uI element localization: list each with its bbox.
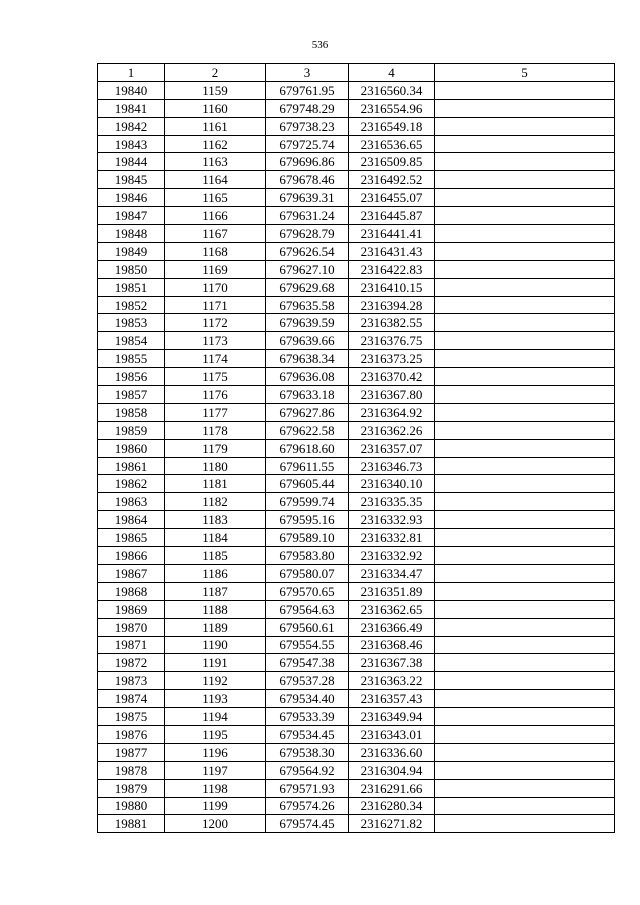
table-cell-col-2: 1175 xyxy=(165,368,266,386)
table-row xyxy=(98,761,615,779)
table-cell-col-2: 1182 xyxy=(165,493,266,511)
table-cell-col-5 xyxy=(435,725,615,743)
table-row xyxy=(98,242,615,260)
table-cell-col-1: 19876 xyxy=(98,725,165,743)
table-row xyxy=(98,582,615,600)
table-cell-col-3: 679605.44 xyxy=(266,475,349,493)
table-cell-col-2: 1186 xyxy=(165,564,266,582)
table-cell-col-4: 2316422.83 xyxy=(349,260,435,278)
table-cell-col-3: 679627.86 xyxy=(266,403,349,421)
table-cell-col-1: 19868 xyxy=(98,582,165,600)
table-cell-col-4: 2316536.65 xyxy=(349,135,435,153)
table-cell-col-1: 19869 xyxy=(98,600,165,618)
table-cell-col-2: 1165 xyxy=(165,189,266,207)
table-cell-col-4: 2316280.34 xyxy=(349,797,435,815)
table-cell-col-4: 2316343.01 xyxy=(349,725,435,743)
table-cell-col-2: 1180 xyxy=(165,457,266,475)
table-cell-col-5 xyxy=(435,600,615,618)
table-cell-col-1: 19840 xyxy=(98,81,165,99)
table-cell-col-4: 2316367.80 xyxy=(349,386,435,404)
table-cell-col-3: 679547.38 xyxy=(266,654,349,672)
table-row xyxy=(98,225,615,243)
table-cell-col-5 xyxy=(435,260,615,278)
table-row xyxy=(98,600,615,618)
table-cell-col-2: 1195 xyxy=(165,725,266,743)
table-cell-col-2: 1184 xyxy=(165,529,266,547)
table-cell-col-3: 679537.28 xyxy=(266,672,349,690)
table-cell-col-1: 19872 xyxy=(98,654,165,672)
table-cell-col-5 xyxy=(435,386,615,404)
table-cell-col-4: 2316455.07 xyxy=(349,189,435,207)
table-cell-col-4: 2316336.60 xyxy=(349,743,435,761)
table-row xyxy=(98,386,615,404)
table-cell-col-1: 19859 xyxy=(98,421,165,439)
table-cell-col-1: 19865 xyxy=(98,529,165,547)
table-cell-col-2: 1189 xyxy=(165,618,266,636)
table-cell-col-5 xyxy=(435,797,615,815)
table-cell-col-1: 19878 xyxy=(98,761,165,779)
table-row xyxy=(98,207,615,225)
table-cell-col-5 xyxy=(435,708,615,726)
table-cell-col-3: 679589.10 xyxy=(266,529,349,547)
table-cell-col-3: 679611.55 xyxy=(266,457,349,475)
table-cell-col-2: 1193 xyxy=(165,690,266,708)
table-row xyxy=(98,779,615,797)
table-row xyxy=(98,81,615,99)
table-cell-col-4: 2316351.89 xyxy=(349,582,435,600)
table-cell-col-5 xyxy=(435,618,615,636)
table-cell-col-1: 19850 xyxy=(98,260,165,278)
table-cell-col-1: 19842 xyxy=(98,117,165,135)
table-cell-col-3: 679639.31 xyxy=(266,189,349,207)
table-row xyxy=(98,314,615,332)
table-cell-col-4: 2316382.55 xyxy=(349,314,435,332)
table-cell-col-4: 2316441.41 xyxy=(349,225,435,243)
table-cell-col-5 xyxy=(435,135,615,153)
table-cell-col-4: 2316366.49 xyxy=(349,618,435,636)
table-cell-col-3: 679626.54 xyxy=(266,242,349,260)
table-cell-col-1: 19853 xyxy=(98,314,165,332)
table-cell-col-2: 1192 xyxy=(165,672,266,690)
table-cell-col-3: 679538.30 xyxy=(266,743,349,761)
table-cell-col-3: 679534.40 xyxy=(266,690,349,708)
table-cell-col-5 xyxy=(435,636,615,654)
table-cell-col-3: 679560.61 xyxy=(266,618,349,636)
table-cell-col-2: 1159 xyxy=(165,81,266,99)
table-cell-col-5 xyxy=(435,225,615,243)
table-cell-col-4: 2316370.42 xyxy=(349,368,435,386)
table-cell-col-5 xyxy=(435,654,615,672)
table-row xyxy=(98,457,615,475)
table-cell-col-4: 2316362.65 xyxy=(349,600,435,618)
table-cell-col-1: 19841 xyxy=(98,99,165,117)
table-cell-col-4: 2316304.94 xyxy=(349,761,435,779)
table-row xyxy=(98,511,615,529)
table-cell-col-4: 2316431.43 xyxy=(349,242,435,260)
table-cell-col-5 xyxy=(435,242,615,260)
table-cell-col-2: 1163 xyxy=(165,153,266,171)
table-row xyxy=(98,636,615,654)
table-cell-col-5 xyxy=(435,81,615,99)
table-cell-col-2: 1188 xyxy=(165,600,266,618)
table-cell-col-3: 679631.24 xyxy=(266,207,349,225)
table-cell-col-3: 679580.07 xyxy=(266,564,349,582)
coordinates-table xyxy=(97,63,615,833)
table-cell-col-4: 2316445.87 xyxy=(349,207,435,225)
table-row xyxy=(98,547,615,565)
table-cell-col-2: 1172 xyxy=(165,314,266,332)
table-cell-col-4: 2316357.43 xyxy=(349,690,435,708)
table-cell-col-2: 1170 xyxy=(165,278,266,296)
table-cell-col-4: 2316509.85 xyxy=(349,153,435,171)
table-cell-col-5 xyxy=(435,457,615,475)
table-cell-col-4: 2316335.35 xyxy=(349,493,435,511)
table-row xyxy=(98,296,615,314)
table-cell-col-2: 1200 xyxy=(165,815,266,833)
table-cell-col-4: 2316334.47 xyxy=(349,564,435,582)
table-cell-col-2: 1162 xyxy=(165,135,266,153)
table-cell-col-4: 2316362.26 xyxy=(349,421,435,439)
table-cell-col-4: 2316394.28 xyxy=(349,296,435,314)
table-cell-col-5 xyxy=(435,368,615,386)
table-cell-col-4: 2316346.73 xyxy=(349,457,435,475)
table-cell-col-4: 2316367.38 xyxy=(349,654,435,672)
table-cell-col-4: 2316368.46 xyxy=(349,636,435,654)
table-row xyxy=(98,99,615,117)
table-cell-col-5 xyxy=(435,761,615,779)
table-row xyxy=(98,725,615,743)
table-row xyxy=(98,153,615,171)
table-cell-col-1: 19845 xyxy=(98,171,165,189)
table-cell-col-3: 679564.92 xyxy=(266,761,349,779)
table-cell-col-2: 1194 xyxy=(165,708,266,726)
table-cell-col-2: 1190 xyxy=(165,636,266,654)
table-cell-col-5 xyxy=(435,350,615,368)
table-cell-col-2: 1187 xyxy=(165,582,266,600)
table-cell-col-1: 19858 xyxy=(98,403,165,421)
table-cell-col-3: 679533.39 xyxy=(266,708,349,726)
table-cell-col-1: 19847 xyxy=(98,207,165,225)
table-cell-col-3: 679738.23 xyxy=(266,117,349,135)
table-cell-col-1: 19867 xyxy=(98,564,165,582)
table-cell-col-2: 1168 xyxy=(165,242,266,260)
table-row xyxy=(98,117,615,135)
table-cell-col-3: 679583.80 xyxy=(266,547,349,565)
table-cell-col-3: 679574.45 xyxy=(266,815,349,833)
table-cell-col-2: 1171 xyxy=(165,296,266,314)
table-row xyxy=(98,654,615,672)
table-cell-col-5 xyxy=(435,779,615,797)
table-row xyxy=(98,743,615,761)
table-cell-col-3: 679571.93 xyxy=(266,779,349,797)
table-cell-col-1: 19855 xyxy=(98,350,165,368)
column-header-4: 4 xyxy=(349,64,435,82)
table-cell-col-1: 19871 xyxy=(98,636,165,654)
table-cell-col-5 xyxy=(435,117,615,135)
table-cell-col-4: 2316291.66 xyxy=(349,779,435,797)
table-cell-col-1: 19856 xyxy=(98,368,165,386)
table-cell-col-3: 679628.79 xyxy=(266,225,349,243)
table-cell-col-2: 1176 xyxy=(165,386,266,404)
table-cell-col-5 xyxy=(435,421,615,439)
table-cell-col-2: 1177 xyxy=(165,403,266,421)
table-cell-col-5 xyxy=(435,403,615,421)
table-cell-col-1: 19879 xyxy=(98,779,165,797)
table-row xyxy=(98,260,615,278)
table-cell-col-2: 1191 xyxy=(165,654,266,672)
table-row xyxy=(98,278,615,296)
table-cell-col-5 xyxy=(435,529,615,547)
table-cell-col-2: 1197 xyxy=(165,761,266,779)
table-row xyxy=(98,797,615,815)
table-cell-col-5 xyxy=(435,99,615,117)
table-row xyxy=(98,135,615,153)
table-cell-col-4: 2316332.93 xyxy=(349,511,435,529)
table-cell-col-1: 19875 xyxy=(98,708,165,726)
table-cell-col-2: 1160 xyxy=(165,99,266,117)
table-cell-col-5 xyxy=(435,511,615,529)
table-cell-col-4: 2316549.18 xyxy=(349,117,435,135)
table-header xyxy=(98,64,615,82)
table-cell-col-2: 1169 xyxy=(165,260,266,278)
table-row xyxy=(98,475,615,493)
table-cell-col-2: 1181 xyxy=(165,475,266,493)
table-cell-col-1: 19864 xyxy=(98,511,165,529)
table-cell-col-4: 2316376.75 xyxy=(349,332,435,350)
table-row xyxy=(98,403,615,421)
column-header-2: 2 xyxy=(165,64,266,82)
table-cell-col-4: 2316271.82 xyxy=(349,815,435,833)
table-row xyxy=(98,439,615,457)
table-cell-col-5 xyxy=(435,153,615,171)
table-cell-col-5 xyxy=(435,332,615,350)
table-row xyxy=(98,815,615,833)
table-cell-col-1: 19866 xyxy=(98,547,165,565)
table-cell-col-1: 19862 xyxy=(98,475,165,493)
column-header-5: 5 xyxy=(435,64,615,82)
header-row xyxy=(98,64,615,82)
table-cell-col-1: 19873 xyxy=(98,672,165,690)
table-cell-col-5 xyxy=(435,278,615,296)
table-cell-col-3: 679570.65 xyxy=(266,582,349,600)
table-cell-col-3: 679748.29 xyxy=(266,99,349,117)
page-number: 536 xyxy=(311,39,329,51)
table-cell-col-5 xyxy=(435,493,615,511)
table-cell-col-2: 1166 xyxy=(165,207,266,225)
table-cell-col-1: 19874 xyxy=(98,690,165,708)
table-cell-col-3: 679574.26 xyxy=(266,797,349,815)
table-cell-col-5 xyxy=(435,564,615,582)
table-cell-col-4: 2316492.52 xyxy=(349,171,435,189)
table-cell-col-4: 2316363.22 xyxy=(349,672,435,690)
table-cell-col-5 xyxy=(435,815,615,833)
table-cell-col-5 xyxy=(435,475,615,493)
table-cell-col-3: 679595.16 xyxy=(266,511,349,529)
table-cell-col-2: 1199 xyxy=(165,797,266,815)
table-cell-col-5 xyxy=(435,690,615,708)
table-cell-col-4: 2316364.92 xyxy=(349,403,435,421)
table-cell-col-3: 679639.66 xyxy=(266,332,349,350)
table-cell-col-4: 2316410.15 xyxy=(349,278,435,296)
table-cell-col-2: 1196 xyxy=(165,743,266,761)
table-row xyxy=(98,618,615,636)
table-cell-col-3: 679629.68 xyxy=(266,278,349,296)
table-row xyxy=(98,350,615,368)
table-row xyxy=(98,690,615,708)
table-row xyxy=(98,564,615,582)
table-cell-col-2: 1183 xyxy=(165,511,266,529)
table-cell-col-3: 679599.74 xyxy=(266,493,349,511)
table-body xyxy=(98,81,615,832)
table-cell-col-3: 679633.18 xyxy=(266,386,349,404)
column-header-1: 1 xyxy=(98,64,165,82)
table-cell-col-3: 679618.60 xyxy=(266,439,349,457)
table-cell-col-4: 2316332.81 xyxy=(349,529,435,547)
table-cell-col-1: 19854 xyxy=(98,332,165,350)
table-cell-col-2: 1161 xyxy=(165,117,266,135)
table-cell-col-1: 19848 xyxy=(98,225,165,243)
table-cell-col-5 xyxy=(435,171,615,189)
table-cell-col-1: 19846 xyxy=(98,189,165,207)
table-cell-col-4: 2316332.92 xyxy=(349,547,435,565)
table-cell-col-1: 19843 xyxy=(98,135,165,153)
table-cell-col-3: 679622.58 xyxy=(266,421,349,439)
column-header-3: 3 xyxy=(266,64,349,82)
table-cell-col-1: 19849 xyxy=(98,242,165,260)
table-cell-col-1: 19852 xyxy=(98,296,165,314)
table-cell-col-3: 679638.34 xyxy=(266,350,349,368)
table-cell-col-4: 2316554.96 xyxy=(349,99,435,117)
table-cell-col-3: 679627.10 xyxy=(266,260,349,278)
table-cell-col-2: 1179 xyxy=(165,439,266,457)
table-cell-col-1: 19857 xyxy=(98,386,165,404)
table-cell-col-3: 679534.45 xyxy=(266,725,349,743)
table-row xyxy=(98,368,615,386)
table-cell-col-2: 1164 xyxy=(165,171,266,189)
table-cell-col-1: 19851 xyxy=(98,278,165,296)
table-cell-col-5 xyxy=(435,296,615,314)
table-cell-col-5 xyxy=(435,743,615,761)
table-cell-col-5 xyxy=(435,582,615,600)
table-cell-col-1: 19861 xyxy=(98,457,165,475)
table-row xyxy=(98,493,615,511)
table-cell-col-2: 1174 xyxy=(165,350,266,368)
table-cell-col-2: 1167 xyxy=(165,225,266,243)
table-cell-col-1: 19877 xyxy=(98,743,165,761)
table-cell-col-5 xyxy=(435,207,615,225)
table-row xyxy=(98,672,615,690)
table-row xyxy=(98,332,615,350)
table-cell-col-1: 19860 xyxy=(98,439,165,457)
table-row xyxy=(98,171,615,189)
table-row xyxy=(98,421,615,439)
table-cell-col-4: 2316340.10 xyxy=(349,475,435,493)
table-cell-col-2: 1185 xyxy=(165,547,266,565)
table-cell-col-3: 679761.95 xyxy=(266,81,349,99)
table-cell-col-4: 2316357.07 xyxy=(349,439,435,457)
table-cell-col-5 xyxy=(435,547,615,565)
table-cell-col-1: 19844 xyxy=(98,153,165,171)
table-row xyxy=(98,189,615,207)
table-cell-col-2: 1173 xyxy=(165,332,266,350)
table-cell-col-3: 679636.08 xyxy=(266,368,349,386)
table-cell-col-5 xyxy=(435,314,615,332)
table-cell-col-2: 1178 xyxy=(165,421,266,439)
table-cell-col-5 xyxy=(435,439,615,457)
table-cell-col-4: 2316560.34 xyxy=(349,81,435,99)
table-cell-col-2: 1198 xyxy=(165,779,266,797)
table-cell-col-3: 679639.59 xyxy=(266,314,349,332)
table-cell-col-4: 2316349.94 xyxy=(349,708,435,726)
table-row xyxy=(98,529,615,547)
table-cell-col-4: 2316373.25 xyxy=(349,350,435,368)
table-cell-col-1: 19880 xyxy=(98,797,165,815)
table-cell-col-3: 679635.58 xyxy=(266,296,349,314)
table-cell-col-1: 19881 xyxy=(98,815,165,833)
table-cell-col-1: 19863 xyxy=(98,493,165,511)
table-cell-col-3: 679564.63 xyxy=(266,600,349,618)
table-cell-col-5 xyxy=(435,672,615,690)
table-cell-col-3: 679725.74 xyxy=(266,135,349,153)
table-cell-col-3: 679696.86 xyxy=(266,153,349,171)
table-cell-col-3: 679554.55 xyxy=(266,636,349,654)
table-cell-col-5 xyxy=(435,189,615,207)
table-cell-col-3: 679678.46 xyxy=(266,171,349,189)
table-cell-col-1: 19870 xyxy=(98,618,165,636)
table-row xyxy=(98,708,615,726)
